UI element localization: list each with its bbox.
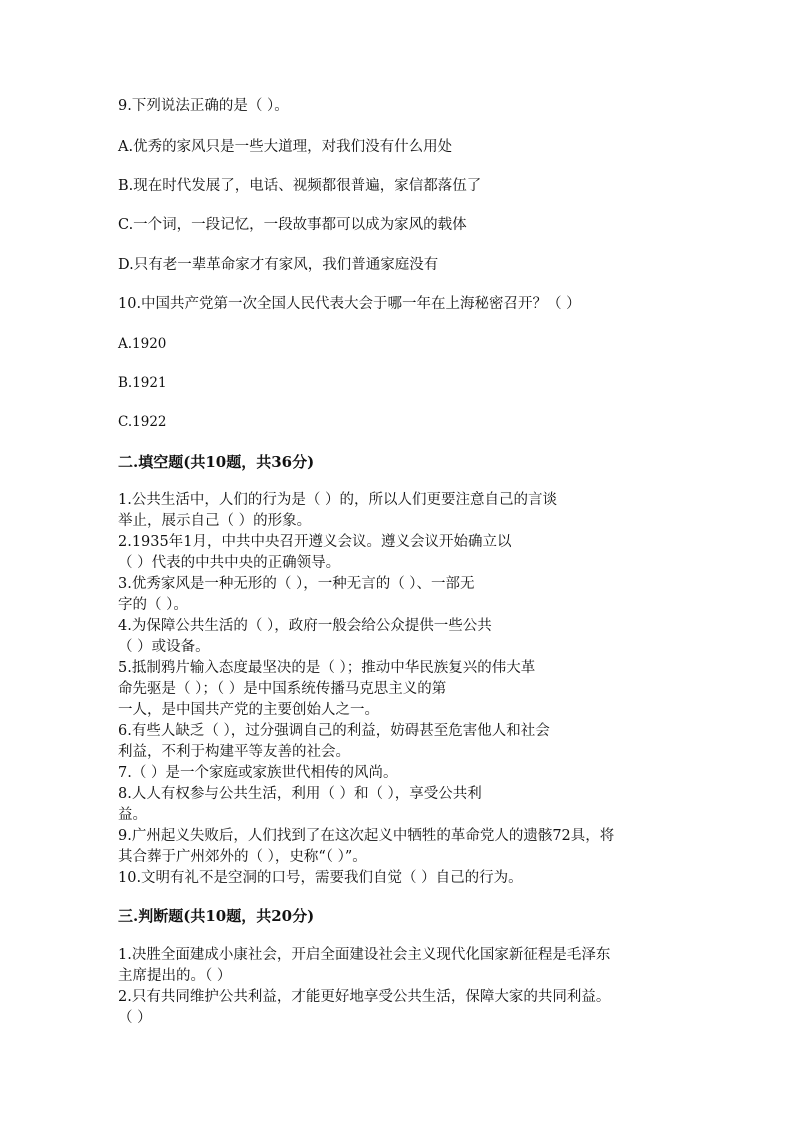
judge-line: 主席提出的。（ ）: [118, 968, 232, 984]
fill-line: （ ）代表的中共中央的正确领导。: [118, 555, 341, 571]
fill-line: 8.人人有权参与公共生活，利用（ ）和（ ），享受公共利: [118, 786, 482, 802]
fill-line: 其合葬于广州郊外的（ ），史称“（ ）”。: [118, 849, 367, 865]
question-10-option-c: C.1922: [118, 414, 167, 430]
judge-line: 2.只有共同维护公共利益，才能更好地享受公共生活，保障大家的共同利益。: [118, 989, 611, 1005]
fill-line: 6.有些人缺乏（ ），过分强调自己的利益，妨碍甚至危害他人和社会: [118, 723, 550, 739]
question-9-stem: 9.下列说法正确的是（ ）。: [118, 98, 289, 114]
fill-line: 举止，展示自己（ ）的形象。: [118, 513, 312, 529]
fill-line: （ ）或设备。: [118, 639, 210, 655]
question-10-stem: 10.中国共产党第一次全国人民代表大会于哪一年在上海秘密召开？（ ）: [118, 296, 581, 312]
fill-line: 命先驱是（ ）；（ ）是中国系统传播马克思主义的第: [118, 681, 447, 697]
fill-line: 10.文明有礼不是空洞的口号，需要我们自觉（ ）自己的行为。: [118, 870, 523, 886]
fill-line: 利益，不利于构建平等友善的社会。: [118, 744, 350, 760]
fill-line: 9.广州起义失败后，人们找到了在这次起义中牺牲的革命党人的遗骸72具，将: [118, 828, 615, 844]
judge-line: （ ）: [118, 1010, 152, 1026]
question-9-option-c: C.一个词，一段记忆，一段故事都可以成为家风的载体: [118, 217, 467, 233]
fill-line: 益。: [118, 807, 147, 823]
fill-line: 5.抵制鸦片输入态度最坚决的是（ ）；推动中华民族复兴的伟大革: [118, 660, 536, 676]
fill-line: 字的（ ）。: [118, 597, 188, 613]
fill-line: 4.为保障公共生活的（ ），政府一般会给公众提供一些公共: [118, 618, 492, 634]
fill-line: 一人，是中国共产党的主要创始人之一。: [118, 702, 379, 718]
question-9-option-d: D.只有老一辈革命家才有家风，我们普通家庭没有: [118, 257, 439, 273]
question-9-option-b: B.现在时代发展了，电话、视频都很普遍，家信都落伍了: [118, 178, 482, 194]
section-3-heading: 三.判断题(共10题，共20分): [118, 907, 315, 925]
fill-line: 1.公共生活中，人们的行为是（ ）的，所以人们更要注意自己的言谈: [118, 492, 557, 508]
fill-line: 7.（ ）是一个家庭或家族世代相传的风尚。: [118, 765, 398, 781]
fill-line: 2.1935年1月，中共中央召开遵义会议。遵义会议开始确立以: [118, 534, 512, 550]
question-10-option-b: B.1921: [118, 375, 167, 391]
fill-line: 3.优秀家风是一种无形的（ ），一种无言的（ ）、一部无: [118, 576, 475, 592]
question-9-option-a: A.优秀的家风只是一些大道理，对我们没有什么用处: [118, 139, 453, 155]
section-2-heading: 二.填空题(共10题，共36分): [118, 453, 315, 471]
judge-line: 1.决胜全面建成小康社会，开启全面建设社会主义现代化国家新征程是毛泽东: [118, 947, 611, 963]
question-10-option-a: A.1920: [118, 336, 167, 352]
